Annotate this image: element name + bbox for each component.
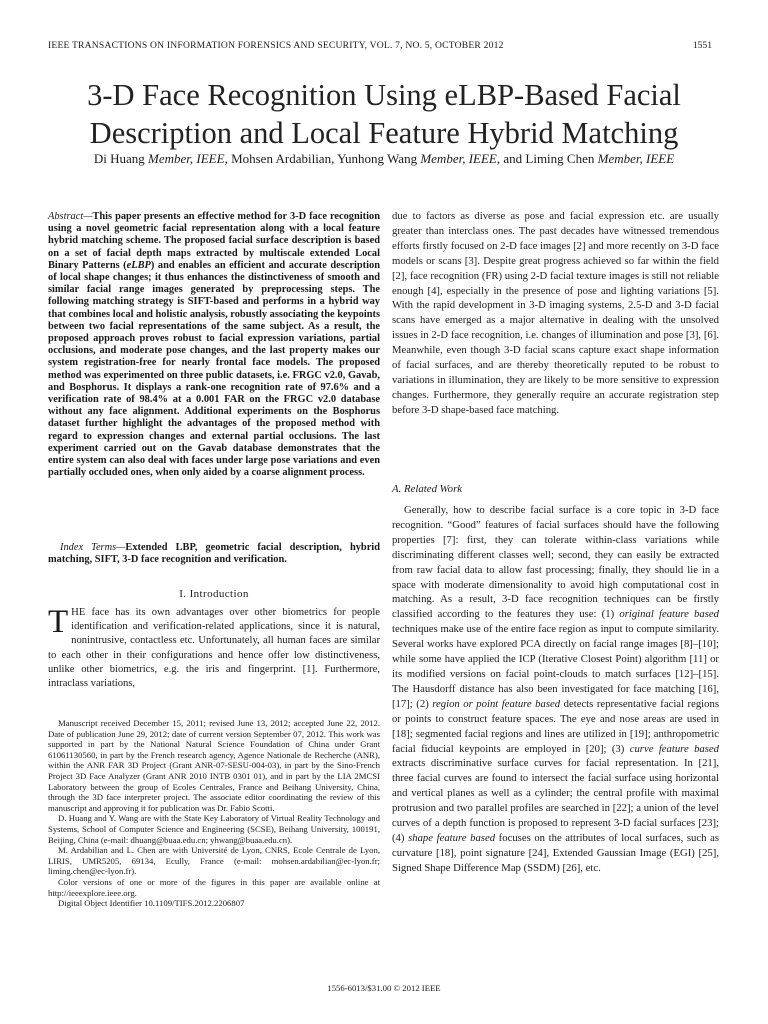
emph-term: curve feature based bbox=[629, 742, 720, 755]
footnote: Digital Object Identifier 10.1109/TIFS.2012.2206807 bbox=[58, 898, 245, 909]
text-run: detects representative facial regions or points to construct feature spaces. The eye and nose areas are used in [18]; segmented facial regions and lines are utilized in [19]; anthropometric facial fiducial keypoints are employed in [20]; (3) bbox=[392, 697, 719, 755]
page-number: 1551 bbox=[692, 40, 712, 51]
paragraph: due to factors as diverse as pose and facial expression etc. are usually greater than interclass ones. The past decades have witnessed tremendous efforts firstly focused on 2-D face images [2] and more recently on 3-D face models or scans [3]. Despite great progress achieved so far within the field [2], face recognition (FR) using 2-D facial texture images is still not reliable enough [4], especially in the presence of pose and lighting variations [5]. With the rapid development in 3-D imaging systems, 2.5-D and 3-D facial scans have emerged as a major alternative in dealing with the unsolved issues in 2-D face recognition, i.e. changes of illumination and pose [3], [6]. Meanwhile, even though 3-D facial scans capture exact shape information of facial surfaces, and are thereby theoretically reputed to be robust to variations in illumination, they are likely to be more sensitive to expression changes. Furthermore, they generally require an accurate registration step before 3-D shape-based face matching. bbox=[392, 210, 719, 416]
author-line bbox=[30, 151, 738, 167]
paper-title: 3-D Face Recognition Using eLBP-Based Facial Description and Local Feature Hybrid Matching bbox=[87, 78, 681, 150]
abstract-text: ) and enables an efficient and accurate description of local shape changes; it thus enhances the distinctiveness of smooth and similar facial range images generated by preprocessing steps. The following matching strategy is SIFT-based and performs in a hybrid way that combines local and holistic analysis, robustly associating the keypoints between two facial representations of the same subject. As a result, the proposed approach proves robust to facial expression variations, partial occlusions, and moderate pose changes, and the last property makes our system registration-free for nearly frontal face models. The proposed method was experimented on three public datasets, i.e. FRGC v2.0, Gavab, and Bosphorus. It displays a rank-one recognition rate of 97.6% and a verification rate of 98.4% at a 0.001 FAR on the FRGC v2.0 database without any face alignment. Additional experiments on the Bosphorus dataset further highlight the advantages of the proposed method with regard to expression changes and external partial occlusions. The last experiment carried out on the Gavab database demonstrates that the entire system can also deal with faces under large pose variations and even partially occluded ones, when only aided by a coarse alignment process. bbox=[48, 259, 381, 479]
drop-cap: T bbox=[48, 604, 69, 640]
author-role: Member, IEEE bbox=[597, 151, 675, 166]
intro-paragraph: HE face has its own advantages over other biometrics for people identification and verification-related applications, since it is natural, nonintrusive, contactless etc. Unfortunately, all human faces are similar to each other in their configurations and hence offer low distinctiveness, unlike other biometrics, e.g. the iris and fingerprint. [1]. Furthermore, intraclass variations, bbox=[48, 607, 380, 690]
running-header: IEEE TRANSACTIONS ON INFORMATION FORENSICS AND SECURITY, VOL. 7, NO. 5, OCTOBER 2012 bbox=[48, 40, 504, 51]
abstract-elbp: eLBP bbox=[126, 259, 151, 271]
copyright-footer: 1556-6013/$31.00 © 2012 IEEE bbox=[327, 983, 441, 993]
emph-term: shape feature based bbox=[408, 831, 496, 844]
emph-term: original feature based bbox=[619, 608, 719, 621]
author-name: Mohsen Ardabilian bbox=[231, 151, 332, 166]
author-role: Member, IEEE bbox=[148, 151, 225, 166]
author-sep: , bbox=[224, 151, 232, 166]
author-role: Member, IEEE bbox=[420, 151, 497, 166]
author-name: Liming Chen bbox=[525, 151, 595, 166]
abstract bbox=[48, 211, 380, 479]
footnote: Color versions of one or more of the figures in this paper are available online at http://ieeexplore.ieee.org. bbox=[48, 876, 380, 898]
introduction-text bbox=[48, 606, 380, 691]
abstract-text: This paper presents an effective method for 3-D face recognition using a novel geometric facial representation along with a local feature hybrid matching scheme. The proposed facial surface description is based on a set of facial depth maps extracted by multiscale extended Local Binary Patterns ( bbox=[48, 211, 380, 271]
footnotes bbox=[48, 718, 380, 909]
index-terms bbox=[48, 542, 380, 566]
subsection-heading-related-work: A. Related Work bbox=[392, 483, 463, 495]
author-sep: , and bbox=[496, 151, 526, 166]
text-run: extracts discriminative surface curves for facial representation. In [21], three facial curves are found to intersect the facial surface using horizontal and vertical planes as well as a cylinder; the central profile with maximal protrusion and two parallel profiles are searched in [22]; a union of the level curves of a depth function is proposed to represent 3-D facial surfaces [23]; (4) bbox=[392, 757, 719, 844]
section-heading-introduction: I. Introduction bbox=[179, 588, 249, 600]
footnote: D. Huang and Y. Wang are with the State Key Laboratory of Virtual Reality Technology and Systems, School of Computer Science and Engineering (SCSE), Beihang University, 100191, Beijing, China (e-mail: dhuang@buaa.edu.cn; yhwang@buaa.edu.cn). bbox=[48, 813, 380, 845]
text-run: techniques make use of the entire face region as input to compute similarity. Several works have explored PCA directly on facial range images [8]–[10]; while some have applied the ICP (Iterative Closest Point) algorithm [11] or its modified versions on facial point-clouds to match surfaces [12]–[15]. The Hausdorff distance has also been investigated for face matching [16], [17]; (2) bbox=[392, 623, 719, 710]
right-column-paragraph bbox=[392, 209, 719, 418]
related-work-text bbox=[392, 503, 719, 876]
author-name: Di Huang bbox=[93, 151, 145, 166]
author-name: Yunhong Wang bbox=[337, 151, 418, 166]
index-terms-lead: Index Terms— bbox=[60, 542, 126, 553]
footnote: Manuscript received December 15, 2011; revised June 13, 2012; accepted June 22, 2012. Date of publication June 29, 2012; date of current version September 07, 2012. This work was supported in part by the National Natural Science Foundation of China under Grant 61061130560, in part by the French research agency, Agence Nationale de Recherche (ANR), within the ANR FAR 3D Project (Grant ANR-07-SESU-004-03), in part by the Sino-French Project 3D Face Analyzer (Grant ANR 2010 INTB 0301 01), and in part by the LIA 2MCSI Laboratory between the group of Ecoles Centrales, France and Beihang University, China, through the 3D face interpreter project. The associate editor coordinating the review of this manuscript and approving it for publication was Dr. Fabio Scotti. bbox=[48, 718, 380, 813]
author-sep: , bbox=[331, 151, 338, 166]
abstract-lead: Abstract— bbox=[48, 211, 93, 222]
footnote: M. Ardabilian and L. Chen are with Université de Lyon, CNRS, Ecole Centrale de Lyon, LIRIS, UMR5205, 69134, Ecully, France (e-mail: mohsen.ardabilian@ec-lyon.fr; liming.chen@ec-lyon.fr). bbox=[48, 845, 380, 877]
emph-term: region or point feature based bbox=[432, 697, 561, 710]
text-run: Generally, how to describe facial surface is a core topic in 3-D face recognition. “Good” features of facial surfaces should have the following properties [7]: first, they can tolerate within-class variations while discriminating different classes well; second, they can easily be extracted from raw facial data to allow fast processing; finally, they should lie in a space with moderate dimensionality to avoid high computational cost in matching. As a result, 3-D face recognition techniques can be firstly classified according to the features they use: (1) bbox=[392, 504, 719, 621]
index-terms-text: Extended LBP, geometric facial description, hybrid matching, SIFT, 3-D face recognition and verification. bbox=[48, 542, 380, 566]
text-run: focuses on the attributes of local surfaces, such as curvature [18], point signature [24], Extended Gaussian Image (EGI) [25], Signed Shape Difference Map (SSDM) [26], etc. bbox=[392, 831, 719, 874]
